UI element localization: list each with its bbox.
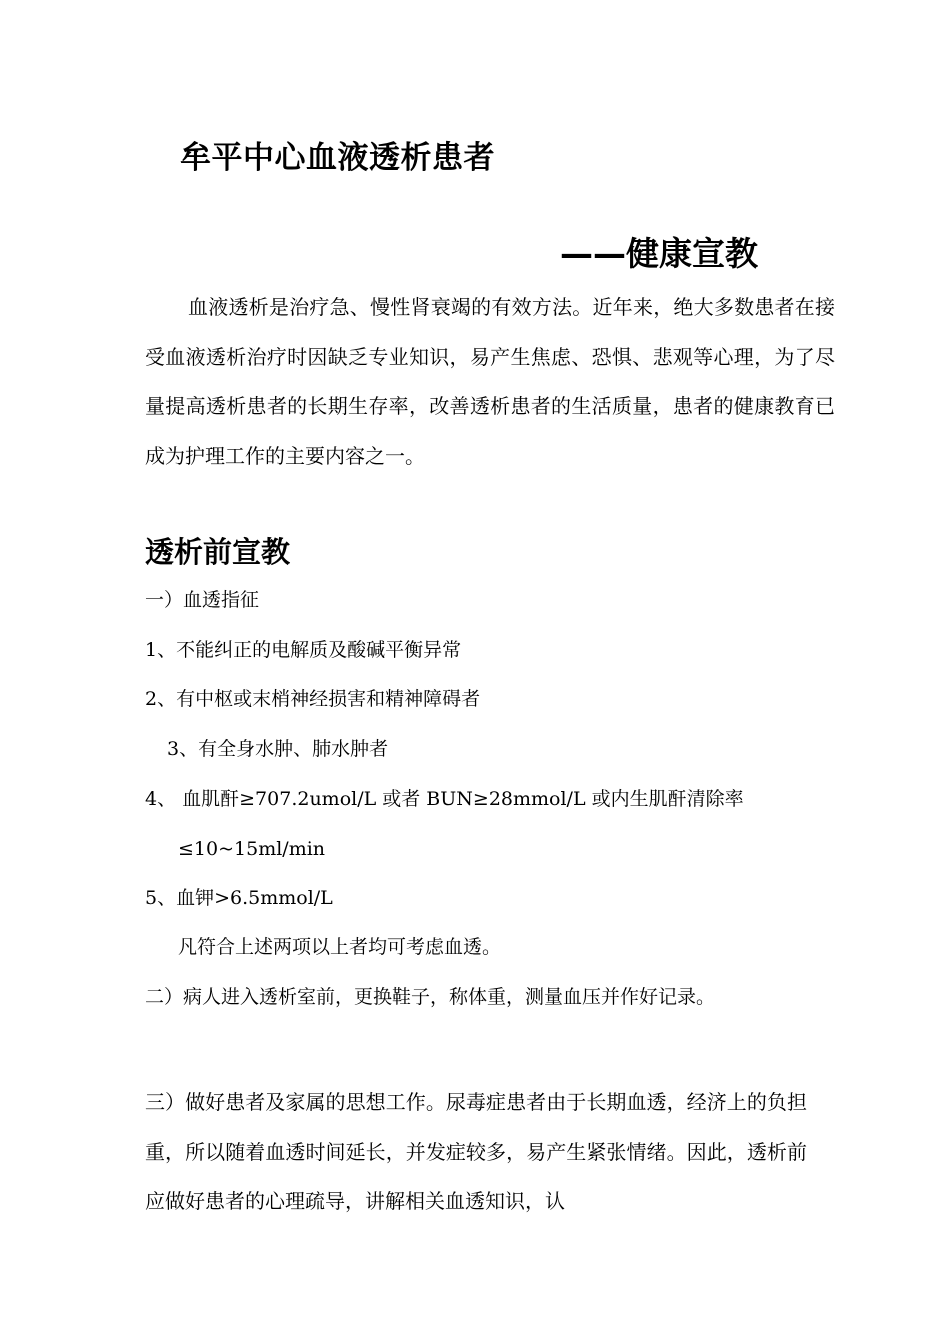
item1-heading: 一）血透指征	[145, 589, 260, 611]
document-subtitle: ——健康宣教	[560, 234, 758, 273]
criteria-item-5: 5、血钾>6.5mmol/L	[145, 887, 333, 909]
item3-paragraph: 三）做好患者及家属的思想工作。尿毒症患者由于长期血透，经济上的负担重，所以随着血透时间延长，并发症较多，易产生紧张情绪。因此，透析前应做好患者的心理疏导，讲解相关血透知识，认	[145, 1090, 807, 1213]
criteria-note: 凡符合上述两项以上者均可考虑血透。	[178, 936, 502, 958]
criteria-item-4: 4、 血肌酐≥707.2umol/L 或者 BUN≥28mmol/L 或内生肌酐清除率	[145, 788, 744, 810]
section-heading: 透析前宣教	[145, 535, 291, 569]
criteria-item-2: 2、有中枢或末梢神经损害和精神障碍者	[145, 688, 481, 710]
intro-paragraph: 血液透析是治疗急、慢性肾衰竭的有效方法。近年来，绝大多数患者在接受血液透析治疗时因缺乏专业知识，易产生焦虑、恐惧、悲观等心理，为了尽量提高透析患者的长期生存率，改善透析患者的生活质量，患者的健康教育已成为护理工作的主要内容之一。	[145, 295, 835, 468]
criteria-item-4-cont: ≤10~15ml/min	[178, 838, 326, 860]
criteria-item-3: 3、有全身水肿、肺水肿者	[167, 738, 389, 760]
document-title: 牟平中心血液透析患者	[180, 140, 495, 176]
item2-text: 二）病人进入透析室前，更换鞋子，称体重，测量血压并作好记录。	[145, 986, 716, 1008]
criteria-item-1: 1、不能纠正的电解质及酸碱平衡异常	[145, 639, 462, 661]
